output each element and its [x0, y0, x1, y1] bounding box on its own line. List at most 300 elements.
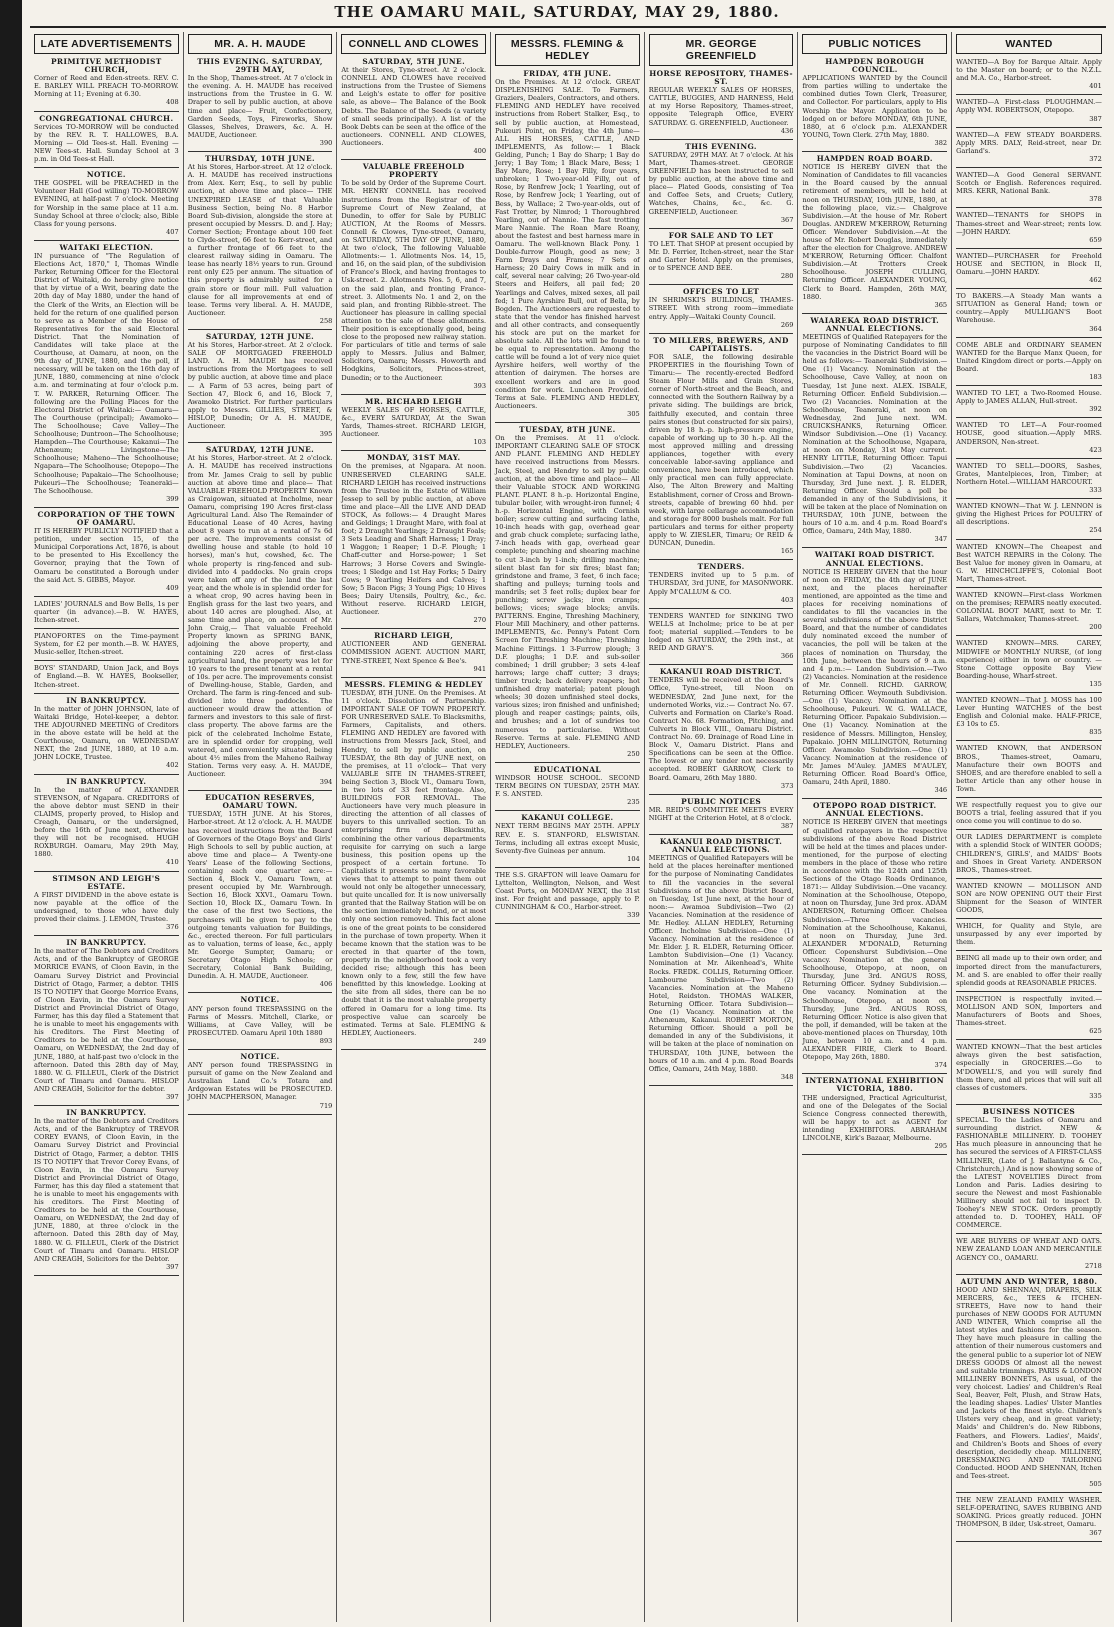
ad-separator [956, 417, 1102, 418]
ad-heading: TENDERS. [697, 562, 745, 572]
ad-separator [956, 94, 1102, 95]
ad-number: 462 [1089, 276, 1102, 285]
advertisement [956, 954, 1102, 986]
ad-number: 403 [780, 595, 794, 604]
column-heading: MESSRS. FLEMING & HEDLEY [495, 34, 640, 66]
ad-heading: FOR SALE AND TO LET [668, 230, 774, 240]
ad-body: WANTED KNOWN—The Cheapest and Best WATCH REPAIRS in the Colony. The Best Value for money given in Oamaru, at G. W. HINCHCLIFFE'S, Colonial Boot Mart, Thames-street. [956, 542, 1102, 583]
ad-number: 400 [473, 147, 487, 156]
ad-separator [341, 1049, 486, 1050]
ad-body: MEETINGS of Qualified Ratepayers for the purpose of Nominating Candidates to fill the vacancies in the District Board will be held as follows:— Teaneraki Subdivision.—One (1) Vacancy. Nomination at the Schoolhouse, Cave Valley, at noon on Tuesday, 1st June next. ALEX. ISBALE, Returning Officer. Enfield Subdivision.—Two (2) Vacancies. Nomination at the Schoolhouse, Teaneraki, at noon on Wednesday, 2nd June next. WM. CRUICKSHANKS, Returning Officer. Windsor Subdivision.—One (1) Vacancy. Nomination at the Schoolhouse, Ngapara, at noon on Monday, 31st May current. HENRY LITTLE, Returning Officer. Tapui Subdivision.—Two (2) Vacancies. Nomination at Tapui Downs, at noon on Thursday, 3rd June next. J. R. ELDER, Returning Officer. Should a poll be demanded in any of the Subdivisions, it will be taken at the place of Nomination on THURSDAY, 10th JUNE, between the hours of 10 a.m. and 4 p.m. Road Board's Office, Oamaru, 24th May, 1880. [802, 333, 948, 536]
advertisement [188, 996, 333, 1045]
ad-number: 200 [1089, 623, 1102, 632]
ad-number: 395 [319, 430, 333, 439]
ad-number: 410 [166, 858, 179, 867]
ad-body: Services TO-MORROW will be conducted by the REV. R. T. HALLOWES, B.A. Morning — Old Tees-st. Hall. Evening — NEW Tees-st. Hall. Sunday School at 3 p.m. in Old Tees-st Hall. [34, 122, 179, 164]
advertisement [188, 446, 333, 786]
ad-body: BEING all made up to their own order, and imported direct from the manufacturers, M. and S. are enabled to offer their really splendid goods at REASONABLE PRICES. [956, 954, 1102, 987]
ad-heading: RICHARD LEIGH, [374, 631, 454, 641]
ad-separator [956, 539, 1102, 540]
advertisement [956, 744, 1102, 793]
advertisement [495, 70, 640, 418]
ad-number: 394 [319, 778, 333, 787]
advertisement [34, 1109, 179, 1271]
advertisement [341, 163, 486, 390]
ad-number: 399 [166, 494, 179, 503]
ad-body: HOOD AND SHENNAN, DRAPERS, SILK MERCERS, &c., TEES & ITCHEN-STREETS, Have now to hand their purchases of NEW GOODS FOR AUTUMN AND WINTER, Which comprise all the latest styles and fashions for the season. They have much pleasure in calling the attention of their numerous customers and the general public to a superior lot of NEW DRESS GOODS Of almost all the newest and suitable trimmings. PARIS & LONDON MILLINERY BONNETS, As usual, of the very choicest. Ladies' and Children's Real Seal, Beaver, Felt, Plush, and Straw Hats, the leading shapes. Ladies' Ulster Mantles and Jackets of the finest style. Children's Ulsters very cheap, and in great variety; Maids' and Children's do. New Ribbons, Feathers, and Flowers. Ladies', Maids', and Children's Boots and Shoes of every description, decidedly cheap. MILLINERY, DRESSMAKING AND TAILORING Conducted. HOOD AND SHENNAN, Itchen and Tees-street. [956, 1285, 1102, 1480]
ad-heading: HAMPDEN BOROUGH COUNCIL. [825, 57, 925, 75]
ad-body: WANTED KNOWN — MOLLISON AND SON are NOW OPENING OUT their First Shipment for the Season of WINTER GOODS, [956, 881, 1102, 915]
ad-number: 372 [1089, 154, 1102, 163]
advertisement [34, 875, 179, 932]
ad-heading: WAIAREKA ROAD DISTRICT. ANNUAL ELECTIONS. [810, 315, 940, 333]
ad-body: ANY person found TRESPASSING in pursuit of game on the New Zealand and Australian Land Co.'s Totara and Ardgowan Estates will be PROSECUTED. JOHN MACPHERSON, Manager. [187, 1061, 333, 1102]
ad-body: NOTICE IS HEREBY GIVEN that meetings of qualified ratepayers in the respective subdivisions of the above Road District will be held at the times and places under-mentioned, for the purpose of electing members in the place of those who retire in accordance with the 124th and 125th Sections of the Otago Roads Ordinance, 1871:— Allday Subdivision.—One vacancy. Nomination at the Schoolhouse, Otepopo, at noon on Thursday, June 3rd prox. ADAM ANDERSON, Returning Officer. Chelsea Subdivision.—Three vacancies. Nomination at the Schoolhouse, Kakanui, at noon on Thursday, June 3rd. ALEXANDER M'DONALD, Returning Officer. Copenshurst Subdivision.—One vacancy. Nomination at the general Schoolhouse, Otepopo, at noon, on Thursday, June 3rd. ANGUS ROSS, Returning Officer. Sydney Subdivision.—One vacancy. Nomination at the Schoolhouse, Otepopo, at noon on Thursday, June 3rd. ANGUS ROSS, Returning Officer. Notice is also given that the poll, if demanded, will be taken at the above-mentioned places on Thursday, 10th June, between 10 a.m. and 4 p.m. ALEXANDER FIRIE, Clerk to Board. Otepopo, May 26th, 1880. [802, 818, 948, 1062]
ad-body: WE respectfully request you to give our BOOTS a trial, feeling assured that if you once come you will continue to do so. [956, 801, 1102, 826]
ad-separator [188, 151, 333, 152]
ad-separator [495, 762, 640, 763]
ad-number: 893 [319, 1036, 333, 1045]
ad-separator [956, 1039, 1102, 1040]
advertisement [341, 58, 486, 155]
ad-body: At his Stores, Harbor-street. At 2 o'clock. SALE OF MORTGAGED FREEHOLD LAND. A. H. MAUDE has received instructions from the Mortgagees to sell by public auction, at above time and place— A Farm of 53 acres, being part of Section 47, Block 6, and 16, Block 7, Awamoko District. For further particulars apply to Messrs. GILLIES, STREET, & HISLOP, Dunedin; Or A. H. MAUDE, Auctioneer. [187, 341, 333, 431]
ad-heading: THURSDAY, 10TH JUNE. [205, 154, 315, 164]
ad-number: 382 [934, 138, 948, 147]
column-3 [337, 32, 491, 1622]
advertisement [649, 612, 794, 661]
ad-body: Corner of Reed and Eden-streets. REV. C. E. BARLEY WILL PREACH TO-MORROW. Morning at 11; Evening at 6.30. [34, 74, 179, 99]
ad-separator [649, 559, 794, 560]
ad-body: WANTED KNOWN—That the best articles always given the best satisfaction, especially in GROCERIES.—Go to M'DOWELL'S, and you will surely find them there, and all prices that will suit all classes of customers. [956, 1043, 1102, 1092]
ad-heading: THIS EVENING. SATURDAY, 29TH MAY, [197, 57, 323, 75]
ad-heading: KAKANUI COLLEGE. [521, 813, 614, 823]
ad-body: NOTICE IS HEREBY GIVEN that the Nomination of Candidates to fill vacancies in the Board caused by the annual retirement of members, will be held at noon on THURSDAY, 10th JUNE, 1880, at the following place, viz.:— Chalgrove Subdivision.—At the house of Mr. Robert Douglas. ANDREW M'KERROW, Returning Officer. Wendover Subdivision.—At the house of Mr. Robert Douglas, immediately after the election for Chalgrove. ANDREW M'KERROW, Returning Officer. Chalfont Subdivision.—At Trotters Creek Schoolhouse. JOSEPH CULLING, Returning Officer. ALEXANDER YOUNG, Clerk to Board. Hampden, 26th MAY, 1880. [802, 163, 948, 301]
advertisement [956, 502, 1102, 534]
ad-body: WANTED KNOWN—MRS. CAREY, MIDWIFE or MONTHLY NURSE, (of long experience) either in town or country. —Stone Cottage opposite Bay View Boarding-house, Wharf-street. [956, 639, 1102, 680]
ad-heading: CONGREGATIONAL CHURCH. [39, 113, 174, 123]
ad-heading: THIS EVENING. [685, 141, 757, 151]
ad-separator [341, 159, 486, 160]
advertisement [802, 1077, 947, 1150]
ad-body: THE GOSPEL will be PREACHED in the Volunteer Hall (God willing) TO-MORROW EVENING, at half-past 7 o'clock. Meeting for Worship in the same place at 11 a.m. Sunday School at three o'clock; also, Bible Class for young persons. [34, 179, 179, 228]
advertisement [649, 70, 794, 135]
ad-separator [649, 333, 794, 334]
ad-separator [956, 207, 1102, 208]
advertisement [188, 794, 333, 988]
advertisement [495, 766, 640, 806]
ad-separator [649, 139, 794, 140]
ad-number: 505 [1089, 1480, 1102, 1489]
ad-heading: NOTICE. [240, 995, 280, 1005]
ad-separator [956, 797, 1102, 798]
ad-number: 407 [166, 227, 179, 236]
ad-heading: IN BANKRUPTCY. [66, 1108, 147, 1118]
ad-body: NEXT TERM BEGINS MAY 25TH. APPLY REV. E. S. STANFORD, ELSWISTAN. Terms, including all extras except Music, Seventy-five Guineas per annum. [495, 822, 640, 855]
ad-separator [802, 151, 947, 152]
ad-heading: WAITAKI ROAD DISTRICT. ANNUAL ELECTIONS. [814, 550, 935, 568]
ad-heading: IN BANKRUPTCY. [66, 776, 147, 786]
advertisement [802, 317, 947, 544]
ad-separator [956, 991, 1102, 992]
ad-separator [188, 790, 333, 791]
ad-number: 397 [166, 1262, 179, 1271]
ad-body: APPLICATIONS WANTED by the Council from parties willing to undertake the combined duties Town Clerk, Treasurer, and Collector. For particulars, apply to His Worship the Mayor. Application to be lodged on or before MONDAY, 6th JUNE, 1880, at 6 o'clock p.m. ALEXANDER YOUNG, Town Clerk. 27th May, 1880. [802, 74, 948, 139]
ad-separator [956, 167, 1102, 168]
ad-number: 364 [1089, 324, 1102, 333]
advertisement [34, 58, 179, 107]
advertisement [956, 389, 1102, 413]
ad-number: 295 [934, 1142, 948, 1151]
column-heading: CONNELL AND CLOWES [341, 34, 486, 54]
advertisement [649, 563, 794, 603]
ad-number: 406 [319, 980, 333, 989]
ad-heading: IN BANKRUPTCY. [66, 695, 147, 705]
ad-separator [34, 935, 179, 936]
ad-body: LADIES' JOURNALS and Bow Bells, 1s per quarter (in advance).—B. W. HAYES, Itchen-street. [34, 599, 179, 624]
ad-separator [34, 111, 179, 112]
ad-number: 103 [473, 438, 487, 447]
ad-separator [188, 1114, 333, 1115]
ad-heading: SATURDAY, 5TH JUNE. [362, 57, 466, 66]
ad-separator [188, 992, 333, 993]
advertisement [495, 871, 640, 920]
advertisement [956, 882, 1102, 914]
ad-heading: NOTICE. [86, 170, 126, 180]
ad-body: On the Premises. At 12 o'clock. GREAT DISPLENISHING SALE. To Farmers, Graziers, Dealers, Contractors, and others. FLEMING AND HEDLEY have received instructions from Robert Stalker, Esq., to sell by public auction, at Homestead, Pukeuri Point, on Friday, the 4th June— ALL HIS HORSES, CATTLE, AND IMPLEMENTS, As follow:— 1 Black Gelding, Punch; 1 Bay do Sharp; 1 Bay do Jerry; 1 Bay Tom; 1 Black Mare, Bess; 1 Bay Mare, Rose; 1 Bay Filly, four years, unbroken; 1 Two-year-old Filly, out of Rose, by Renfrew Jock; 1 Yearling, out of Rose, by Renfrew Jock; 1 Yearling, out of Bess, by Wallace; 2 Two-year-olds, out of Fast Trotter, by Nimrod; 1 Thoroughbred Yearling, out of Nannie. The fast trotting Mare Nannie. The Roan Mare Roany, about the fastest and best harness mare in Oamaru. The well-known Black Pony. 1 Double-furrow Plough, good as new; 3 Farm Drays and Frames; 7 Sets of Harness; 20 Dairy Cows in milk and in calf, several near calving; 26 Two-year-old Steers and Heifers, all pail fed; 20 Yearlings and Calves, mixed sexes, all pail fed; 1 Pure Ayrshire Bull, out of Bella, by Bogden. The Auctioneers are requested to state that the vendor has finished harvest and all other contracts, and consequently his stock are put on the market for absolute sale. All the lots will be found to be equal to representation. Among the cattle will be found a lot of very nice quiet Ayrshire heifers, well worthy of the attention of dairymen. The horses are excellent workers and are in good condition for work. Luncheon Provided. Terms at Sale. FLEMING AND HEDLEY, Auctioneers. [495, 78, 640, 410]
advertisement [802, 551, 947, 794]
ad-separator [956, 635, 1102, 636]
ad-number: 305 [627, 409, 640, 418]
ad-separator [956, 950, 1102, 951]
ad-number: 408 [166, 98, 179, 107]
ad-number: 367 [1089, 1528, 1102, 1537]
ad-separator [495, 810, 640, 811]
ad-body: WANTED—PURCHASER for Freehold HOUSE and SECTION, in Block II, Oamaru.—JOHN HARDY. [956, 251, 1102, 276]
ad-heading: AUTUMN AND WINTER, 1880. [960, 1276, 1098, 1286]
advertisement [341, 632, 486, 672]
ad-body: WANTED—A FEW STEADY BOARDERS. Apply MRS. DALY, Reid-street, near Dr. Garland's. [956, 130, 1102, 155]
ad-number: 104 [627, 854, 640, 863]
ad-heading: WAITAKI ELECTION. [59, 242, 154, 252]
advertisement [802, 155, 947, 309]
ad-heading: MR. RICHARD LEIGH [365, 396, 463, 406]
ad-separator [802, 798, 947, 799]
ad-body: WANTED—A Good General SERVANT. Scotch or English. References required. MRS. KERR, National Bank. [956, 171, 1102, 196]
ad-separator [956, 458, 1102, 459]
advertisement [34, 244, 179, 503]
ad-separator [802, 1154, 947, 1155]
advertisement [956, 1237, 1102, 1269]
ad-separator [188, 442, 333, 443]
ad-body: THE NEW ZEALAND FAMILY WASHER. SELF-OPERATING, SAVES RUBBING AND SOAKING. Prices greatly reduced. JOHN THOMPSON, B ilder, Usk-street, Oamaru. [956, 1496, 1102, 1529]
advertisement [34, 511, 179, 592]
advertisement [956, 462, 1102, 494]
ad-separator [802, 313, 947, 314]
advertisement [956, 1278, 1102, 1488]
ad-separator [649, 834, 794, 835]
columns [30, 32, 1106, 1622]
ad-heading: OFFICES TO LET [682, 287, 760, 297]
advertisement [649, 668, 794, 789]
ad-body: SATURDAY, 29TH MAY. At 7 o'clock. At his Mart, Thames-street. GEORGE GREENFIELD has been instructed to sell by public auction, at the above time and place— Plated Goods, consisting of Tea and Coffee Sets, and Cruets; Cutlery, Watches, Chains, &c., &c. G. GREENFIELD, Auctioneer. [648, 150, 794, 216]
ad-number: 280 [780, 272, 794, 281]
advertisement [956, 252, 1102, 284]
ad-body: WANTED—A Boy for Barque Altair. Apply to the Master on board; or to the N.Z.L. and M.A. Co., Harbor-street. [956, 58, 1102, 83]
ad-body: WANTED TO SELL—DOORS, Sashes, Grates, Mantelpieces, Iron, Timber; at Northern Hotel.—WILLIAM HARCOURT. [956, 461, 1102, 486]
ad-body: On the Premises. At 11 o'clock. IMPORTANT CLEARING SALE OF STOCK AND PLANT. FLEMING AND HEDLEY have received instructions from Messrs. Jack, Steel, and Hendry to sell by public auction, at the above time and place— All their Valuable STOCK AND WORKING PLANT. PLANT. 8 h.-p. Horizontal Engine, tubular boiler, with wrought-iron funnel; 4 h.-p. Horizontal Engine, with Cornish boiler; screw cutting and surfacing lathe, 10-inch heads with gap, overhead gear and grab chuck complete; surfacing lathe, 7-inch heads with gap, overhead gear complete; punching and shearing machine to cut 3-inch by 1-inch; drilling machine; silent blast fan for six fires; blast fan; grindstone and frame, 3 feet, 6 inch face; shafting and pulleys; turning tools and mandrils; set 3 feet rolls; duplex bear for punching; screw jacks; iron cramps; bellows; vices; swage blocks; anvils. PATTERNS. Engine, Threshing Machinery, Flour Mill Machinery, and other patterns. IMPLEMENTS, &c. Penny's Patent Corn Screen for Threshing Machine; Threshing Machine Fittings. 1 3-Furrow plough; 3 D.F. ploughs; 1 D.F. and sub-soiler combined; 1 drill grubber; 3 sets 4-leaf harrows; large chaff cutter; 3 drays; timber truck; back delivery reapers; hot unfinished dray material; patent plough wheels; 30 dozen unfinished steel docks, various sizes; iron finished and unfinished; plough and reaper castings; paints, oils, and brushes; and a lot of sundries too numerous to particularise. Without Reserve. Terms at sale. FLEMING AND HEDLEY, Auctioneers. [495, 434, 640, 750]
ad-number: 423 [1089, 445, 1102, 454]
advertisement [34, 939, 179, 1101]
ad-heading: HAMPDEN ROAD BOARD. [816, 154, 933, 164]
column-heading: LATE ADVERTISEMENTS [34, 34, 179, 54]
ad-body: SPECIAL. To the Ladies of Oamaru and surrounding district. NEW & FASHIONABLE MILLINERY. D. TOOHEY Has much pleasure in announcing that he has secured the services of A FIRST-CLASS MILLINER, (Late of J. Ballantyne & Co., Christchurch,) And is now showing some of the LATEST NOVELTIES Direct from London and Paris. Ladies desiring to secure the Newest and most Fashionable Millinery should not fail to inspect D. Toohey's NEW STOCK. Orders promptly attended to. D. TOOHEY, HALL OF COMMERCE. [956, 1116, 1102, 1230]
advertisement [956, 995, 1102, 1035]
ad-separator [34, 693, 179, 694]
advertisement [188, 1053, 333, 1110]
advertisement [34, 778, 179, 867]
ad-number: 625 [1089, 1027, 1102, 1036]
advertisement [956, 98, 1102, 122]
ad-number: 941 [473, 664, 487, 673]
ad-separator [956, 498, 1102, 499]
ad-separator [649, 1085, 794, 1086]
ad-number: 235 [627, 798, 640, 807]
ad-body: In the matter of the Debtors and Creditors Acts, and of the Bankruptcy of TREVOR COREY EVANS, of Cloon Eavin, in the Oamaru Survey District and Provincial District of Otago, Farmer, a debtor. THIS IS TO NOTIFY that Trevor Corey Evans, of Cloon Eavin, in the Oamaru Survey District and Provincial District of Otago, Farmer, has this day filed a statement that he is unable to meet his engagements with his creditors. The First Meeting of Creditors to be held at the Courthouse, Oamaru, on WEDNESDAY, the 2nd day of JUNE, 1880, at three o'clock in the afternoon. Dated this 28th day of May, 1880. W. G. FILLEUL, Clerk of the District Court of Timaru and Oamaru. HISLOP AND CREAGH, Solicitors for the Debtor. [34, 1117, 179, 1263]
ad-body: PIANOFORTES on the Time-payment System, for £2 per month.—B. W. HAYES, Music-seller, Itchen-street. [34, 632, 179, 657]
advertisement [956, 1108, 1102, 1229]
advertisement [956, 1043, 1102, 1100]
ad-heading: KAKANUI ROAD DISTRICT. [659, 667, 783, 677]
advertisement [649, 143, 794, 224]
ad-body: WANTED TO LET—A Four-roomed HOUSE, good situation.—Apply MRS. ANDERSON, Nen-street. [956, 421, 1102, 446]
advertisement [956, 58, 1102, 90]
advertisement [34, 115, 179, 164]
ad-separator [341, 628, 486, 629]
column-5 [645, 32, 799, 1622]
advertisement [956, 696, 1102, 736]
ad-body: WEEKLY SALES OF HORSES, CATTLE, &c., EVERY SATURDAY, At the Swan Yards, Thames-street. RICHARD LEIGH, Auctioneer. [341, 405, 487, 439]
ad-heading: NOTICE. [240, 1051, 280, 1061]
ad-separator [956, 248, 1102, 249]
advertisement [802, 58, 947, 147]
advertisement [956, 639, 1102, 688]
advertisement [956, 341, 1102, 381]
column-6 [798, 32, 952, 1622]
ad-number: 335 [1089, 1091, 1102, 1100]
masthead-rule [30, 26, 1106, 28]
ad-separator [649, 794, 794, 795]
ad-body: TUESDAY, 15TH JUNE. At his Stores, Harbor-street. At 12 o'clock. A. H. MAUDE has received instructions from the Board of Governors of the Otago Boys' and Girls' High Schools to sell by public auction, at above time and place— A Twenty-one Years' Lease of the following Sections, containing each one quarter acre:— Section 4, Block V., Oamaru Town, at present occupied by Mr. Warnbrough. Section 16, Block XXVI., Oamaru Town. Section 10, Block IX., Oamaru Town. In the case of the first two Sections, the purchasers will be given to pay to the outgoing tenants valuation for Buildings, &c., erected thereon. For full particulars as to valuation, terms of lease, &c., apply Mr. George Sumpter, Oamaru; or Secretary Otago High Schools; or Secretary, Colonial Bank Building, Dunedin. A. H. MAUDE, Auctioneer. [187, 810, 333, 981]
ad-number: 373 [780, 781, 794, 790]
ad-body: WANTED KNOWN, that ANDERSON BROS., Thames-street, Oamaru, Manufacture their own BOOTS and SHOES, and are therefore enabled to sell a better Article than any other house in Town. [956, 744, 1102, 793]
ad-number: 401 [1089, 82, 1102, 91]
ad-heading: OTEPOPO ROAD DISTRICT. ANNUAL ELECTIONS. [813, 801, 937, 819]
advertisement [956, 922, 1102, 946]
advertisement [649, 288, 794, 328]
ad-separator [956, 1104, 1102, 1105]
ad-heading: SATURDAY, 12TH JUNE. [205, 332, 315, 341]
column-2 [184, 32, 338, 1622]
ad-separator [34, 1105, 179, 1106]
advertisement [649, 232, 794, 281]
advertisement [956, 131, 1102, 163]
ad-separator [341, 677, 486, 678]
ad-body: On the premises, at Ngapara. At noon. UNRESERVED CLEARING SALE. RICHARD LEIGH has received instructions from the Trustee in the Estate of William Jessep to sell by public auction, at above time and place—All the LIVE AND DEAD STOCK, As follows:— 4 Draught Mares and Geldings; 1 Draught Mare, with foal at foot; 2 Draught Yearlings; 2 Draught Foals; 3 Sets Leading and Shaft Harness; 1 Dray; 1 Waggon; 1 Reaper; 1 D.-F. Plough; 1 Chaff-cutter and Horse-power; 1 Set Harrows; 3 Horse Covers and Swingle-trees; 1 Sledge and 1st Hay Forks; 5 Dairy Cows; 9 Yearling Heifers and Calves; 1 Sow; 5 Bacon Pigs; 3 Young Pigs; 10 Hives Bees; Dairy Utensils, Poultry, &c., &c. Without reserve. RICHARD LEIGH, Auctioneer. [341, 462, 487, 617]
advertisement [956, 1496, 1102, 1536]
ad-heading: TO MILLERS, BREWERS, AND CAPITALISTS. [653, 335, 789, 353]
ad-body: WANTED KNOWN—That W. J. LENNON is giving the Highest Prices for POULTRY of all descriptions. [956, 502, 1102, 527]
ad-separator [956, 337, 1102, 338]
ad-heading: FRIDAY, 4TH JUNE. [523, 69, 612, 78]
ad-separator [34, 167, 179, 168]
advertisement [649, 337, 794, 556]
advertisement [956, 833, 1102, 873]
ad-body: WANTED—A First-class PLOUGHMAN.—Apply WM. ROBERTSON, Otepopo. [956, 98, 1102, 115]
ad-number: 249 [473, 1036, 487, 1045]
ad-heading: STIMSON AND LEIGH'S ESTATE. [52, 873, 161, 891]
ad-separator [956, 288, 1102, 289]
ad-number: 346 [934, 786, 948, 795]
ad-heading: PUBLIC NOTICES [681, 796, 762, 806]
ad-number: 835 [1089, 728, 1102, 737]
ad-body: WANTED KNOWN—First-class Workmen on the premises; REPAIRS neatly executed. COLONIAL BOOT MART, next to Mr. T. Sallars, Watchmaker, Thames-street. [956, 590, 1102, 624]
ad-body: IT IS HEREBY PUBLICLY NOTIFIED that a petition, under section 15, of the Municipal Corporations Act, 1876, is about to be presented to His Excellency the Governor, praying that the Town of Oamaru be constituted a Borough under the said Act. S. GIBBS, Mayor. [34, 527, 179, 584]
ad-separator [956, 587, 1102, 588]
ad-number: 378 [1089, 195, 1102, 204]
ad-separator [495, 422, 640, 423]
ad-separator [956, 385, 1102, 386]
ad-body: THE undersigned, Practical Agriculturist, and one of the Delegates of the Social Science Congress connected therewith, will be happy to act as AGENT for intending EXHIBITORS. ABRAHAM LINCOLNE, Kirk's Bazaar, Melbourne. [802, 1093, 948, 1142]
ad-heading: MONDAY, 31ST MAY. [366, 453, 461, 463]
ad-number: 347 [934, 535, 948, 544]
ad-number: 165 [780, 547, 794, 556]
advertisement [188, 58, 333, 147]
ad-body: TUESDAY, 8TH JUNE. On the Premises. At 11 o'clock. Dissolution of Partnership. IMPORTANT SALE OF TOWN PROPERTY. FOR UNRESERVED SALE. To Blacksmiths, Farmers, Capitalists, and others. FLEMING AND HEDLEY are favored with instructions from Messrs Jack, Steel, and Hendry, to sell by public auction, on TUESDAY, the 8th day of JUNE next, on the premises, at 11 o'clock— That very VALUABLE SITE IN THAMES-STREET, being Section 3, Block VI., Oamaru Town, in two lots of 33 feet frontage. Also, BUILDINGS FOR REMOVAL. The Auctioneers have very much pleasure in directing the attention of all classes of buyers to this unrivalled section. To an enterprising firm of Blacksmiths, combining the other various departments requisite for carrying on such a large business, this position opens up the prospect of a certain fortune. To Capitalists it presents so many favorable views that to attempt to point them out would not only be altogether unnecessary, but quite uncalled for. It is now universally granted that the Railway Station will be on the section immediately behind, or at most only one section removed. This fact alone is one of the great points to be considered in the purchase of town property. When it became known that the station was to be erected in that quarter of the town, property in the neighborhood took a very decided rise; although this has been known only to a few, still the few have benefitted by this knowledge. Looking at the site from all sides, there can be no doubt that it is the most valuable property offered in Oamaru for a long time. Its prospective value can scarcely be estimated. Terms at Sale. FLEMING & HEDLEY, Auctioneers. [341, 688, 487, 1037]
ad-separator [34, 507, 179, 508]
ad-separator [188, 329, 333, 330]
ad-body: IN SHRIMSKI'S BUILDINGS, THAMES-STREET. With strong room—immediate entry. Apply—Waitaki County Council. [648, 296, 794, 321]
ad-body: NOTICE IS HEREBY GIVEN that the hour of noon on FRIDAY, the 4th day of JUNE next, and the places hereinafter mentioned, are appointed as the time and places for receiving nominations of candidates to fill the vacancies in the several subdivisions of the above District Board, and that the number of candidates duly nominated exceed the number of vacancies, the poll will be taken at the places of nomination on Thursday, the 10th June, between the hours of 9 a.m. and 4 p.m.:— Landon Subdivision.—Two (2) Vacancies. Nomination at the residence of Mr. Connell. RICHD. GARROW, Returning Officer. Weymouth Subdivision.—One (1) Vacancy. Nomination at the Schoolhouse, Pukeuri. W. G. WALLACE, Returning Officer. Papakaio Subdivision.—One (1) Vacancy. Nomination at the residence of Messrs. Millington, Hensley, Papakaio. JOHN MILLINGTON, Returning Officer. Awamoko Subdivision.—One (1) Vacancy. Nomination at the residence of Mr. James M'Auley. JAMES M'AULEY, Returning Officer. Road Board's Office, Oamaru, 24th April, 1880. [802, 567, 948, 787]
ad-separator [495, 867, 640, 868]
ad-heading: HORSE REPOSITORY, THAMES-ST. [649, 69, 793, 87]
ad-separator [649, 608, 794, 609]
column-heading: PUBLIC NOTICES [802, 34, 947, 54]
ad-separator [34, 660, 179, 661]
ad-body: To be sold by Order of the Supreme Court. MR. HENRY CONNELL has received instructions from the Registrar of the Supreme Court of New Zealand, at Dunedin, to offer for Sale by PUBLIC AUCTION, At the Rooms of Messrs. Connell & Clowes, Tyne-street, Oamaru, on SATURDAY, 5TH DAY OF JUNE, 1880, At two o'clock, The following Valuable Allotments:— 1. Allotments Nos. 14, 15, and 16, on the said plan, of the subdivision of France's Block, and having frontages to Usk-street. 2. Allotments Nos. 5, 6, and 7, on the said plan, and fronting France-street. 3. Allotments No. 1 and 2, on the said plan, and fronting Ribble-street. The Auctioneer has pleasure in calling special attention to the sale of these allotments. Their position is exceptionally good, being close to the proposed new railway station. For particulars of title and terms of sale apply to Messrs. Julius and Balmer, Solicitors, Oamaru; Messrs. Howorth and Hodgkins, Solicitors, Princes-street, Dunedin; or to the Auctioneer. [341, 179, 487, 382]
ad-number: 387 [780, 821, 794, 830]
column-1 [30, 32, 184, 1622]
advertisement [495, 426, 640, 758]
ad-separator [802, 1073, 947, 1074]
ad-body: BOYS' STANDARD, Union Jack, and Boys of England.—B. W. HAYES, Bookseller, Itchen-street. [34, 664, 179, 689]
ad-number: 365 [934, 300, 948, 309]
ad-body: INSPECTION is respectfully invited.—MOLLISON AND SON, Importers and Manufacturers of Boots and Shoes, Thames-street. [956, 994, 1102, 1028]
ad-body: In the matter of ALEXANDER STEVENSON, of Ngapara. CREDITORS of the above debtor must SEND in their CLAIMS, properly proved, to Hislop and Creagh, Oamaru, or the undersigned, before the 16th of June next, otherwise they will not be recognised. HUGH ROXBURGH. Oamaru, May 29th May, 1880. [34, 785, 179, 859]
ad-heading: BUSINESS NOTICES [982, 1106, 1076, 1116]
ad-number: 339 [627, 911, 640, 920]
ad-body: COME ABLE and ORDINARY SEAMEN WANTED for the Barque Manx Queen, for United Kingdom direct or ports.—Apply on Board. [956, 340, 1102, 373]
ad-heading: EDUCATIONAL [533, 764, 601, 774]
ad-separator [802, 547, 947, 548]
ad-body: WINDSOR HOUSE SCHOOL. SECOND TERM BEGINS ON TUESDAY, 25TH MAY. F. S. ANSTED. [495, 773, 640, 799]
advertisement [495, 814, 640, 863]
ad-number: 366 [780, 652, 794, 661]
ad-heading: PRIMITIVE METHODIST CHURCH, [50, 57, 162, 75]
binding-edge [0, 0, 22, 1627]
ad-number: 183 [1089, 373, 1102, 381]
ad-number: 409 [166, 583, 179, 592]
advertisement [34, 171, 179, 236]
ad-separator [649, 664, 794, 665]
advertisement [341, 681, 486, 1045]
ad-heading: SATURDAY, 12TH JUNE. [205, 445, 315, 455]
ad-number: 258 [319, 316, 333, 325]
advertisement [341, 398, 486, 447]
ad-body: In the Shop, Thames-street. At 7 o'clock in the evening. A. H. MAUDE has received instructions from the Trustee in G. W. Draper to sell by public auction, at above time and place— Fruit, Confectionery, Garden Seeds, Toys, Fireworks, Show Glasses, Shelves, Drawers, &c. A. H. MAUDE, Auctioneer. [187, 74, 333, 139]
ad-number: 348 [780, 1072, 794, 1081]
ad-separator [34, 774, 179, 775]
ad-number: 387 [1089, 114, 1102, 123]
ad-number: 374 [934, 1061, 948, 1070]
ad-body: At his Stores, Harbor-street. At 12 o'clock. A. H. MAUDE has received instructions from Alex. Kerr, Esq., to sell by public auction, at above time and place— THE UNEXPIRED LEASE of that Valuable Business Section, being No. 8 Harbor Board Sub-division, alongside the store at present occupied by Messrs. D. and J. Hay; Corner Section; Frontage about 100 feet to Clyde-street, 66 feet to Kerr-street, and a further frontage of 66 feet to the clearest railway siding in Oamaru. The lease has nearly 18½ years to run. Ground rent only £25 per annum. The situation of this property is admirably suited for a grain store or flour mill. Full valuation clause for all improvements at end of lease. Terms very liberal. A. H. MAUDE, Auctioneer. [187, 163, 333, 317]
ad-number: 367 [780, 215, 794, 224]
ad-heading: IN BANKRUPTCY. [66, 938, 147, 948]
column-4 [491, 32, 645, 1622]
ad-number: 393 [473, 381, 487, 390]
ad-separator [956, 127, 1102, 128]
ad-number: 402 [166, 761, 179, 770]
advertisement [188, 155, 333, 325]
column-7 [952, 32, 1106, 1622]
ad-body: THE S.S. GRAFTON will leave Oamaru for Lyttelton, Wellington, Nelson, and West Coast Ports, on MONDAY NEXT, the 31st inst. For freight and passage, apply to P. CUNNINGHAM & CO., Harbor-street. [495, 870, 640, 912]
ad-separator [956, 1233, 1102, 1234]
advertisement [34, 664, 179, 688]
ad-separator [34, 240, 179, 241]
ad-separator [341, 450, 486, 451]
ad-separator [956, 1541, 1102, 1542]
advertisement [956, 591, 1102, 631]
ad-separator [34, 596, 179, 597]
advertisement [34, 632, 179, 656]
advertisement [956, 292, 1102, 332]
advertisement [34, 697, 179, 770]
ad-body: MEETINGS of Qualified Ratepayers will be held at the places hereinafter mentioned for the purpose of Nominating Candidates to fill the vacancies in the several Subdivisions of the above District Board, on Tuesday, 1st June next, at the hour of noon:— Awamoa Subdivision—Two (2) Vacancies. Nomination at the residence of Mr. Hedley. ALLAN HEDLEY, Returning Officer. Incholme Subdivision—One (1) Vacancy. Nomination at the residence of Mr. Elder. J. R. ELDER, Returning Officer. Lambton Subdivision—One (1) Vacancy. Nomination at Mr. Aikenhead's, White Rocks. FREDK. COLLIS, Returning Officer. Lambourne Subdivision—Two (2) Vacancies. Nomination at the Maheno Hotel, Reidston. THOMAS WALKER, Returning Officer. Totara Subdivision—One (1) Vacancy. Nomination at the Athenæum, Kakanui. ROBERT MORTON, Returning Officer. Should a poll be demanded in any of the Subdivisions, it will be taken at the place of nomination on THURSDAY, 10th JUNE, between the hours of 10 a.m. and 4 p.m. Road Boards Office, Oamaru, 24th May, 1880. [648, 854, 794, 1073]
ad-heading: INTERNATIONAL EXHIBITION VICTORIA, 1880. [805, 1076, 945, 1094]
ad-body: TENDERS will be received at the Board's Office, Tyne-street, till Noon on WEDNESDAY, 2nd June next, for the undernoted Works, viz.:— Contract No. 67. Culverts and Formation on Clarke's Road. Contract No. 68. Formation, Pitching, and Culverts in Block VIII., Oamaru District. Contract No. 69. Drainage of Road Line in Block V., Oamaru District. Plans and Specifications can be seen at the Office. The lowest or any tender not necessarily accepted. ROBERT GARROW, Clerk to Board. Oamaru, 26th May 1880. [648, 676, 794, 782]
ad-body: WANTED TO LET, a Two-Roomed House. Apply to JAMES ALLAN, Hull-street. [956, 389, 1102, 406]
ad-heading: TUESDAY, 8TH JUNE. [519, 425, 616, 435]
ad-body: TENDERS invited up to 5 p.m. of THURSDAY, 3rd JUNE, for MASONWORK. Apply M'CALLUM & CO. [648, 571, 794, 596]
advertisement [341, 454, 486, 624]
ad-separator [956, 740, 1102, 741]
ad-number: 719 [319, 1101, 333, 1110]
masthead: THE OAMARU MAIL, SATURDAY, MAY 29, 1880. [334, 3, 780, 21]
ad-heading: MESSRS. FLEMING & HEDLEY [344, 679, 483, 689]
ad-body: TENDERS WANTED for SINKING TWO WELLS at Incholme; price to be at per foot; material supplied.—Tenders to be lodged on SATURDAY, the 29th inst., at REID AND GRAY'S. [648, 611, 794, 653]
ad-separator [34, 871, 179, 872]
ad-separator [956, 692, 1102, 693]
ad-separator [956, 918, 1102, 919]
ad-separator [956, 1492, 1102, 1493]
advertisement [956, 421, 1102, 453]
ad-number: 333 [1089, 486, 1102, 495]
advertisement [956, 801, 1102, 825]
ad-body: In the matter of The Debtors and Creditors Acts, and of the Bankruptcy of GEORGE MORRICE EVANS, of Cloon Eavin, in the Oamaru Survey District and Provincial District of Otago, Farmer, a debtor. THIS IS TO NOTIFY that George Morrice Evans, of Cloon Eavin, in the Oamaru Survey District and Provincial District of Otago, Farmer, has this day filed a Statement that he is unable to meet his engagements with his Creditors. The First Meeting of Creditors to be held at the Courthouse, Oamaru, on WEDNESDAY, the 2nd day of JUNE, 1880, at half-past two o'clock in the afternoon. Dated this 28th day of May, 1880. W. G. FILLEUL, Clerk of the District Court of Timaru and Oamaru. HISLOP AND CREAGH, Solicitor for the debtor. [34, 947, 179, 1093]
advertisement [956, 543, 1102, 583]
ad-body: TO LET. That SHOP at present occupied by Mr. D. Ferrier, Itchen-street, near the Star and Garter Hotel. Apply on the premises, or to SPENCE AND BEE. [648, 239, 794, 273]
ad-number: 392 [1089, 405, 1102, 414]
ad-body: At their Stores, Tyne-street. At 2 o'clock. CONNELL AND CLOWES have received instructions from the Trustee of Siemens and Leigh's estate to offer for positive sale, as above— The Balance of the Book Debts. The Balance of the Seeds (a variety of small seeds principally). A list of the Book Debts can be seen at the office of the auctioneers. CONNELL AND CLOWES, Auctioneers. [341, 66, 487, 147]
